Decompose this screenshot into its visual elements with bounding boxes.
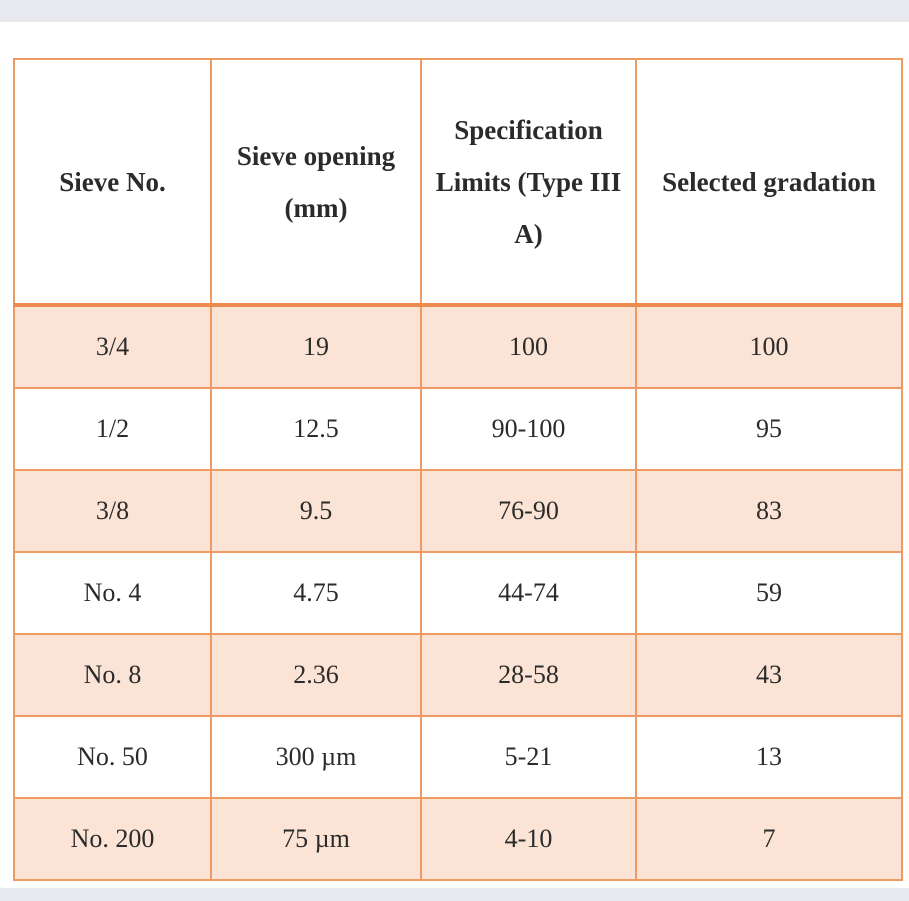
cell-selected-gradation: 95 [636,388,902,470]
cell-sieve-opening: 75 µm [211,798,421,880]
cell-specification-limits: 4-10 [421,798,636,880]
table-row [14,552,902,634]
cell-selected-gradation: 100 [636,305,902,388]
cell-specification-limits: 5-21 [421,716,636,798]
cell-selected-gradation: 59 [636,552,902,634]
cell-specification-limits: 44-74 [421,552,636,634]
table-row [14,470,902,552]
table-row [14,388,902,470]
table-row [14,716,902,798]
cell-specification-limits: 76-90 [421,470,636,552]
cell-sieve-no: No. 200 [14,798,211,880]
bottom-gutter [0,888,909,901]
header-selected-gradation: Selected gradation [636,59,902,305]
sieve-gradation-table [13,58,903,881]
cell-specification-limits: 100 [421,305,636,388]
table-header-row [14,59,902,305]
cell-sieve-opening: 4.75 [211,552,421,634]
cell-sieve-opening: 9.5 [211,470,421,552]
cell-sieve-no: 1/2 [14,388,211,470]
cell-sieve-opening: 12.5 [211,388,421,470]
cell-selected-gradation: 13 [636,716,902,798]
header-sieve-opening: Sieve opening (mm) [211,59,421,305]
cell-selected-gradation: 43 [636,634,902,716]
cell-sieve-opening: 300 µm [211,716,421,798]
cell-sieve-no: No. 8 [14,634,211,716]
cell-sieve-opening: 19 [211,305,421,388]
cell-sieve-no: 3/8 [14,470,211,552]
cell-selected-gradation: 83 [636,470,902,552]
cell-specification-limits: 90-100 [421,388,636,470]
document-page [0,22,909,888]
table-row [14,634,902,716]
cell-sieve-no: No. 4 [14,552,211,634]
header-specification-limits: Specification Limits (Type III A) [421,59,636,305]
cell-sieve-opening: 2.36 [211,634,421,716]
cell-sieve-no: No. 50 [14,716,211,798]
table-row [14,798,902,880]
cell-sieve-no: 3/4 [14,305,211,388]
cell-specification-limits: 28-58 [421,634,636,716]
table-row [14,305,902,388]
header-sieve-no: Sieve No. [14,59,211,305]
cell-selected-gradation: 7 [636,798,902,880]
